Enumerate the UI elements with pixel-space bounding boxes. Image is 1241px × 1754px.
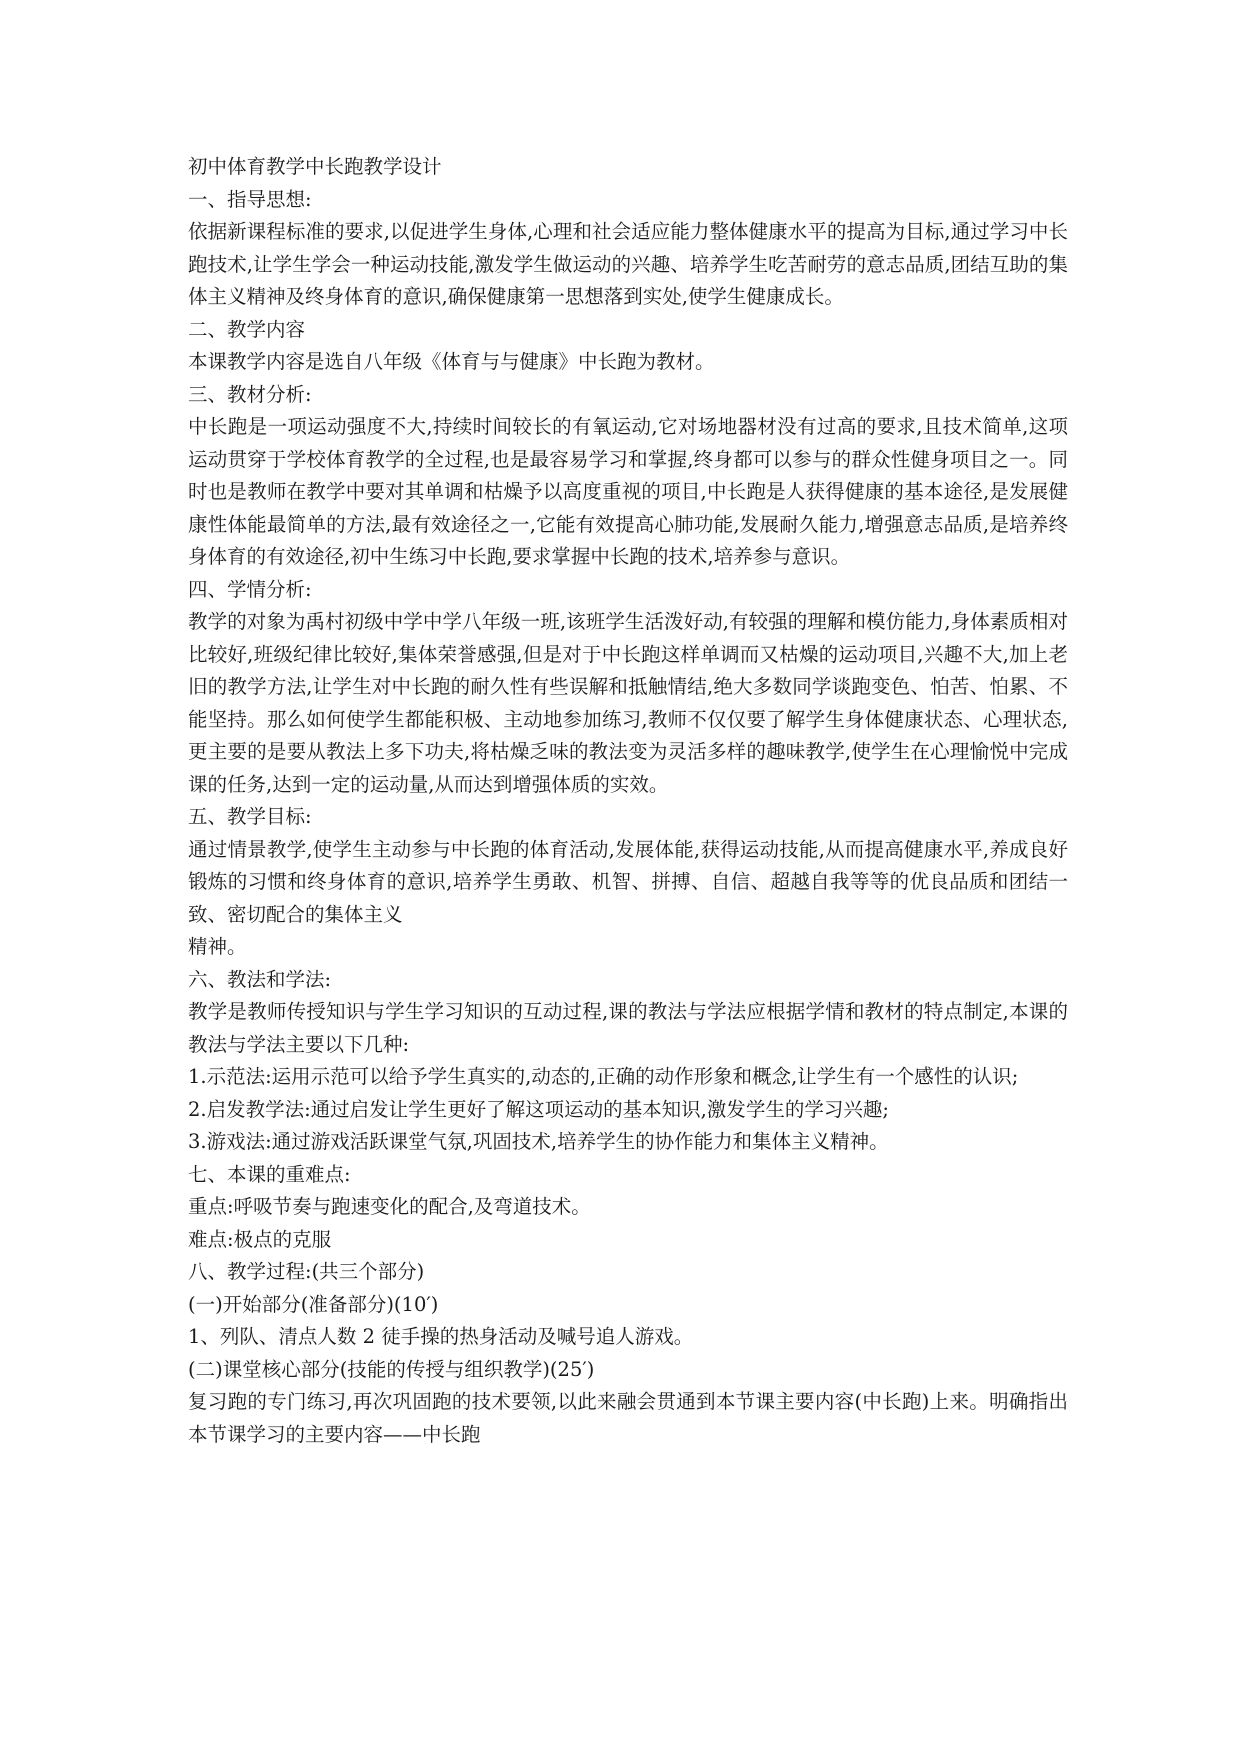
document-title: 初中体育教学中长跑教学设计 xyxy=(188,155,442,178)
section-heading-teaching-content: 二、教学内容 xyxy=(188,317,306,341)
document-body xyxy=(188,151,1068,1451)
paragraph-core-part: 复习跑的专门练习,再次巩固跑的技术要领,以此来融会贯通到本节课主要内容(中长跑)上来。明确指出本节课学习的主要内容——中长跑 xyxy=(188,1390,1068,1446)
subheading-opening-part: (一)开始部分(准备部分)(10′) xyxy=(188,1292,439,1316)
paragraph-material-analysis: 中长跑是一项运动强度不大,持续时间较长的有氧运动,它对场地器材没有过高的要求,且技术简单,这项运动贯穿于学校体育教学的全过程,也是最容易学习和掌握,终身都可以参与的群众性健身项目之一。同时也是教师在教学中要对其单调和枯燥予以高度重视的项目,中长跑是人获得健康的基本途径,是发展健康性体能最简单的方法,最有效途径之一,它能有效提高心肺功能,发展耐久能力,增强意志品质,是培养终身体育的有效途径,初中生练习中长跑,要求掌握中长跑的技术,培养参与意识。 xyxy=(188,415,1068,568)
section-heading-student-analysis: 四、学情分析: xyxy=(188,577,312,601)
section-heading-guiding-ideology: 一、指导思想: xyxy=(188,187,312,211)
list-item-inspiration-method: 2.启发教学法:通过启发让学生更好了解这项运动的基本知识,激发学生的学习兴趣; xyxy=(188,1097,889,1121)
paragraph-teaching-goals: 通过情景教学,使学生主动参与中长跑的体育活动,发展体能,获得运动技能,从而提高健康水平,养成良好锻炼的习惯和终身体育的意识,培养学生勇敢、机智、拼搏、自信、超越自我等等的优良品质和团结一致、密切配合的集体主义 xyxy=(188,837,1068,926)
list-item-demonstration-method: 1.示范法:运用示范可以给予学生真实的,动态的,正确的动作形象和概念,让学生有一个感性的认识; xyxy=(188,1065,1019,1088)
list-item-game-method: 3.游戏法:通过游戏活跃课堂气氛,巩固技术,培养学生的协作能力和集体主义精神。 xyxy=(188,1130,889,1153)
section-heading-key-points: 七、本课的重难点: xyxy=(188,1162,351,1186)
section-heading-material-analysis: 三、教材分析: xyxy=(188,382,312,406)
paragraph-student-analysis: 教学的对象为禹村初级中学中学八年级一班,该班学生活泼好动,有较强的理解和模仿能力,身体素质相对比较好,班级纪律比较好,集体荣誉感强,但是对于中长跑这样单调而又枯燥的运动项目,兴趣不大,加上老旧的教学方法,让学生对中长跑的耐久性有些误解和抵触情结,绝大多数同学谈跑变色、怕苦、怕累、不能坚持。那么如何使学生都能积极、主动地参加练习,教师不仅仅要了解学生身体健康状态、心理状态,更主要的是要从教法上多下功夫,将枯燥乏味的教法变为灵活多样的趣味教学,使学生在心理愉悦中完成课的任务,达到一定的运动量,从而达到增强体质的实效。 xyxy=(188,610,1068,796)
paragraph-key-point: 重点:呼吸节奏与跑速变化的配合,及弯道技术。 xyxy=(188,1195,591,1218)
section-heading-teaching-process: 八、教学过程:(共三个部分) xyxy=(188,1260,425,1283)
paragraph-opening-part: 1、列队、清点人数 2 徒手操的热身活动及喊号追人游戏。 xyxy=(188,1325,694,1348)
subheading-core-part: (二)课堂核心部分(技能的传授与组织教学)(25′) xyxy=(188,1357,595,1381)
section-heading-teaching-goals: 五、教学目标: xyxy=(188,805,312,828)
paragraph-methods-intro: 教学是教师传授知识与学生学习知识的互动过程,课的教法与学法应根据学情和教材的特点制定,本课的教法与学法主要以下几种: xyxy=(188,1000,1068,1056)
paragraph-teaching-content: 本课教学内容是选自八年级《体育与与健康》中长跑为教材。 xyxy=(188,350,715,373)
paragraph-guiding-ideology: 依据新课程标准的要求,以促进学生身体,心理和社会适应能力整体健康水平的提高为目标,通过学习中长跑技术,让学生学会一种运动技能,激发学生做运动的兴趣、培养学生吃苦耐劳的意志品质,团结互助的集体主义精神及终身体育的意识,确保健康第一思想落到实处,使学生健康成长。 xyxy=(188,220,1068,308)
section-heading-methods: 六、教法和学法: xyxy=(188,967,332,991)
paragraph-difficult-point: 难点:极点的克服 xyxy=(188,1227,332,1251)
paragraph-teaching-goals-end: 精神。 xyxy=(188,935,247,958)
